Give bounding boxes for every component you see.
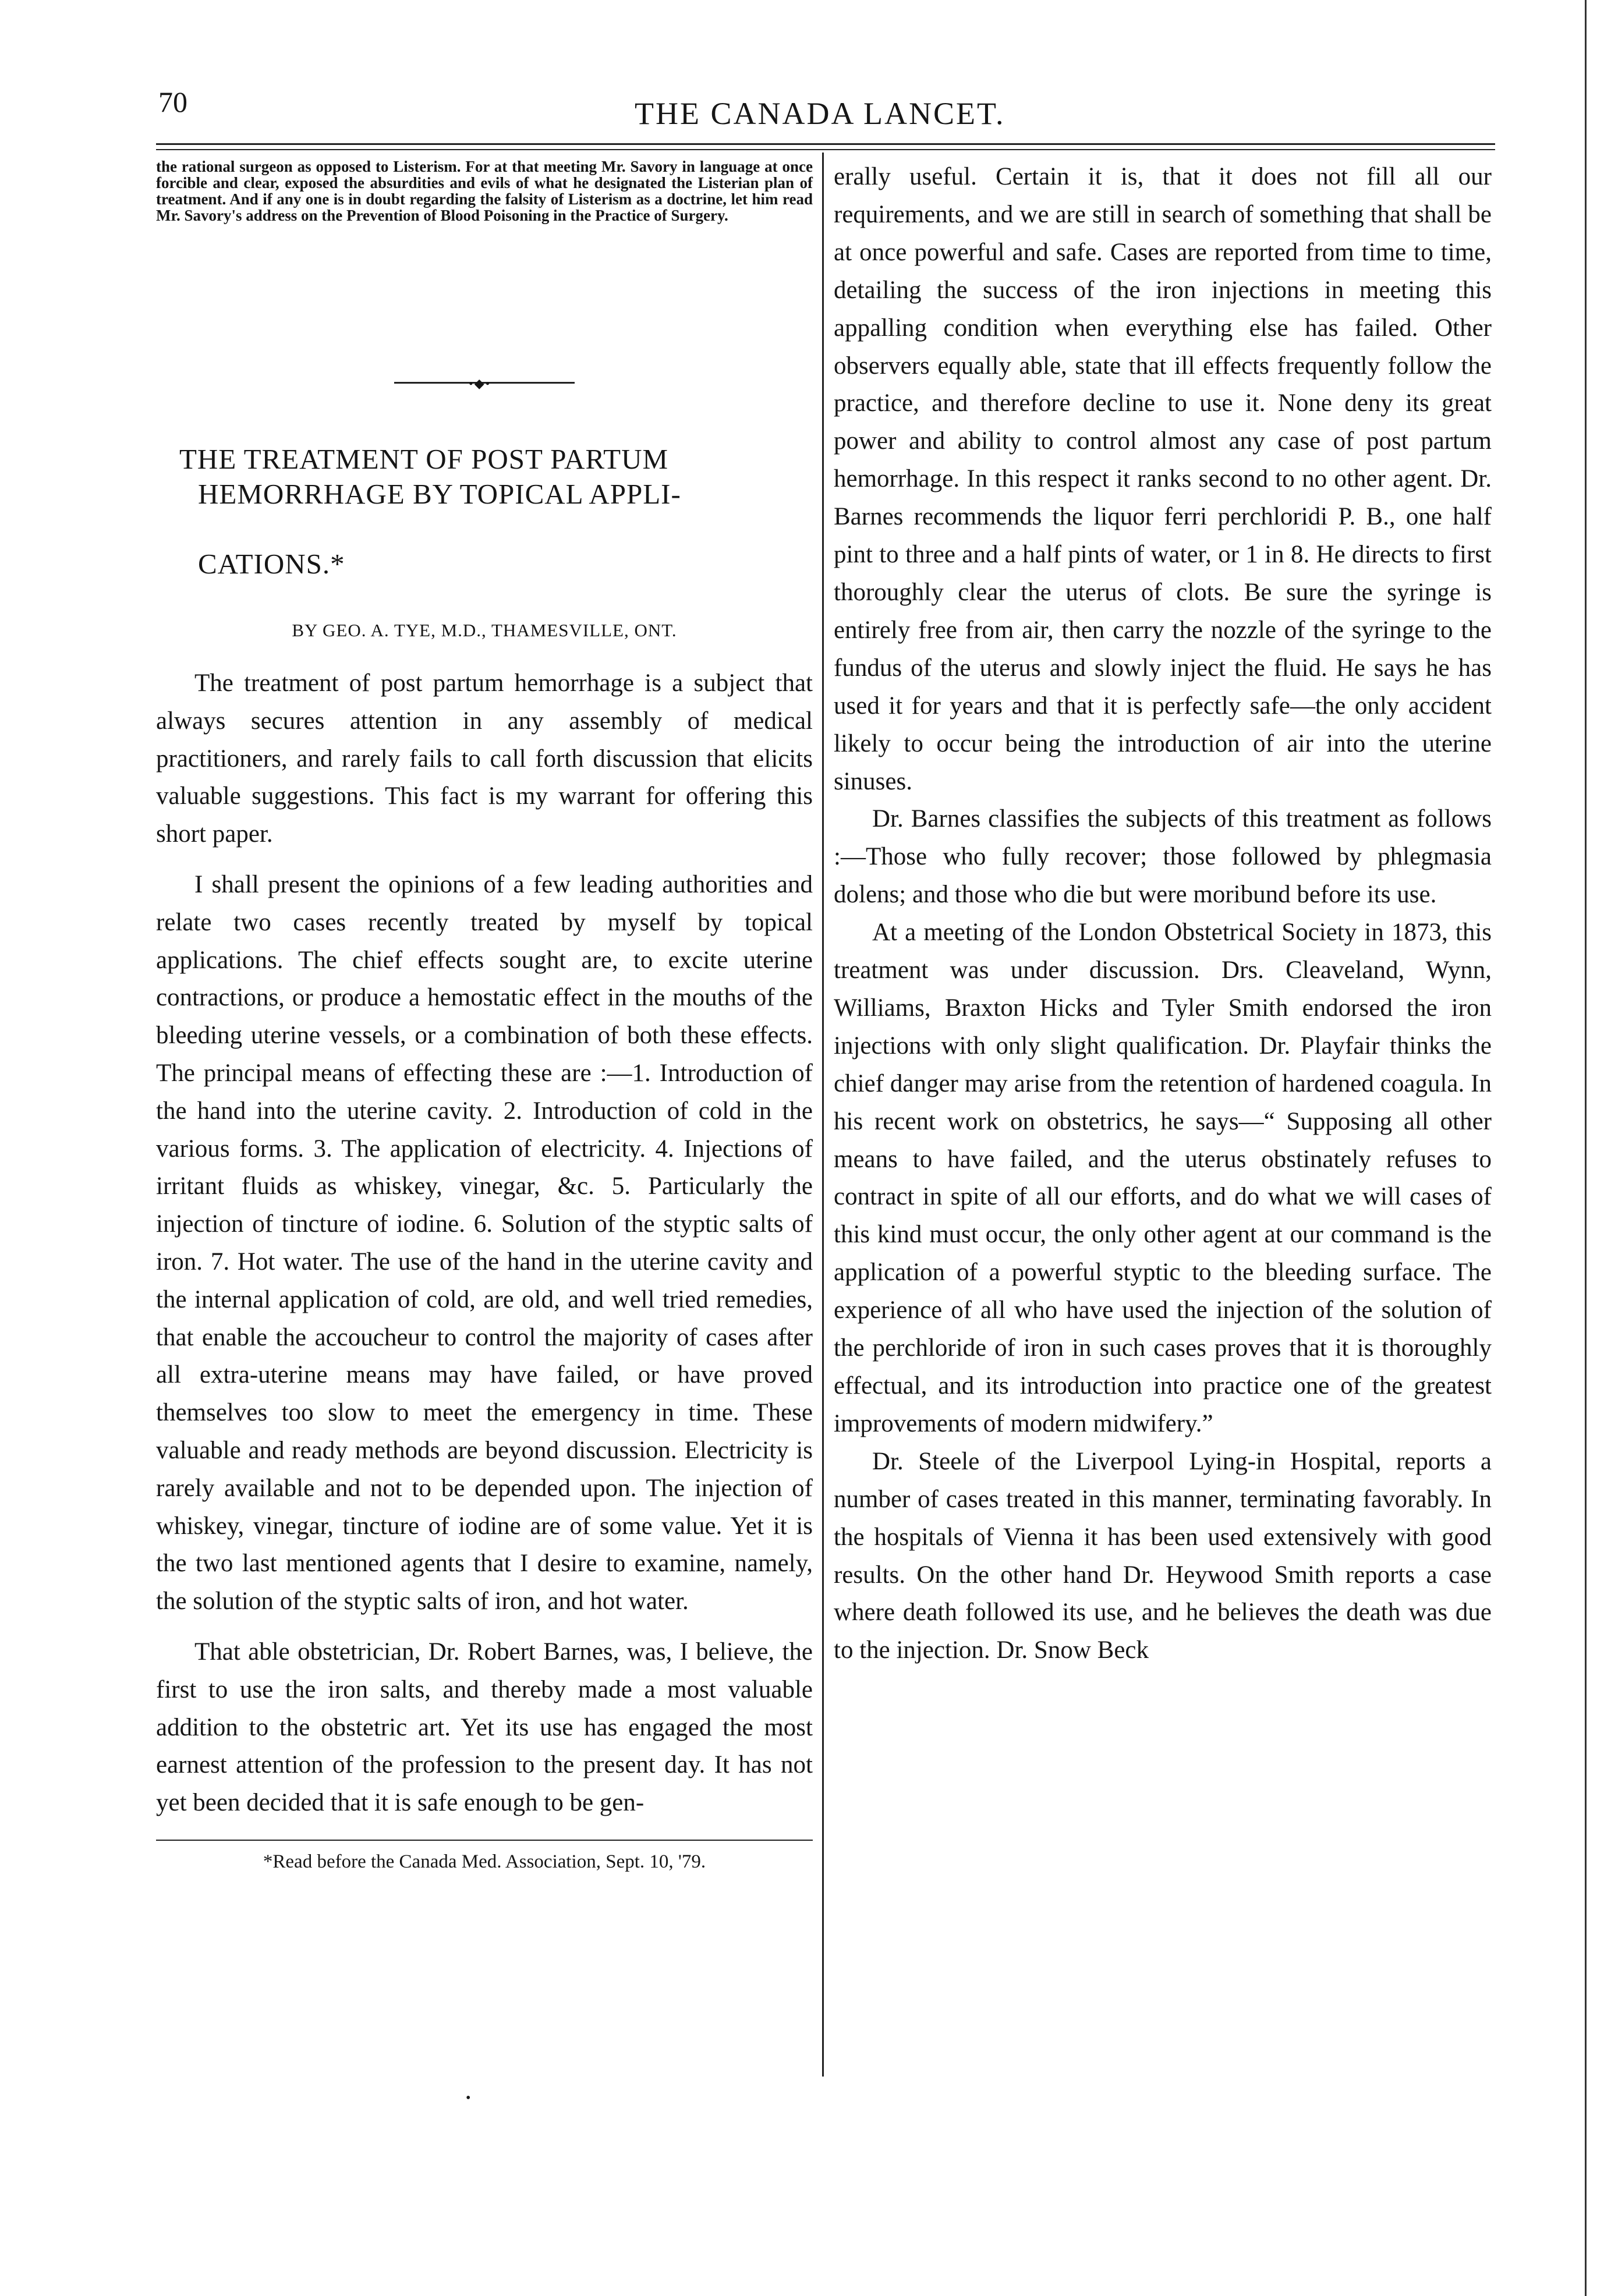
article-title-line-1: THE TREATMENT OF POST PARTUM [179, 443, 669, 475]
page-number: 70 [158, 86, 187, 118]
left-paragraph-3: That able obstetrician, Dr. Robert Barnes, was, I believe, the first to use the iron salts, and thereby made a most valuable addition to the obstetric art. Yet its use has engaged the most earnest attention of the profession to the present day. It has not yet been decided that it is safe enough to be gen- [156, 1638, 813, 1817]
right-paragraph-3: At a meeting of the London Obstetrical Society in 1873, this treatment was under discussion. Drs. Cleaveland, Wynn, Williams, Braxton Hicks and Tyler Smith endorsed the iron injections with only slight qualification. Dr. Playfair thinks the chief danger may arise from the retention of hardened coagula. In his recent work on obstetrics, he says—“ Supposing all other means to have failed, and the uterus obstinately refuses to contract in spite of all our efforts, and do what we will cases of this kind must occur, the only other agent at our command is the application of a powerful styptic to the bleeding surface. The experience of all who have used the injection of the solution of the perchloride of iron in such cases proves that it is thoroughly effectual, and its introduction into practice one of the greatest improvements of modern midwifery.” [834, 919, 1492, 1437]
article-title-line-3: CATIONS.* [198, 548, 345, 580]
left-column [156, 158, 813, 1873]
article-title [156, 442, 813, 582]
left-paragraph-2: I shall present the opinions of a few leading authorities and relate two cases recently treated by myself by topical applications. The chief effects sought are, to excite uterine contractions, or produce a hemostatic effect in the mouths of the bleeding uterine vessels, or a combination of both these effects. The principal means of effecting these are :—1. Introduction of the hand into the uterine cavity. 2. Introduction of cold in the various forms. 3. The application of electricity. 4. Injections of irritant fluids as whiskey, vinegar, &c. 5. Particularly the injection of tincture of iodine. 6. Solution of the styptic salts of iron. 7. Hot water. The use of the hand in the uterine cavity and the internal application of cold, are old, and well tried remedies, that enable the accoucheur to control the majority of cases after all extra-uterine means may have failed, or have proved themselves too slow to meet the emergency in time. These valuable and ready methods are beyond discussion. Electricity is rarely available and not to be depended upon. The injection of whiskey, vinegar, tincture of iodine are of some value. Yet it is the two last mentioned agents that I desire to examine, namely, the solution of the styptic salts of iron, and hot water. [156, 870, 813, 1615]
right-paragraph-2: Dr. Barnes classifies the subjects of this treatment as follows :—Those who fully recover; those followed by phlegmasia dolens; and those who die but were moribund before its use. [834, 805, 1492, 909]
separator-ornament: •◆• [469, 376, 491, 391]
right-paragraph-1: erally useful. Certain it is, that it does not fill all our requirements, and we are still in search of something that shall be at once powerful and safe. Cases are reported from time to time, detailing the success of the iron injections in meeting this appalling condition when everything else has failed. Other observers equally able, state that ill effects frequently follow the practice, and therefore decline to use it. None deny its great power and ability to control almost any case of post partum hemorrhage. In this respect it ranks second to no other agent. Dr. Barnes recommends the liquor ferri perchloridi P. B., one half pint to three and a half pints of water, or 1 in 8. He directs to first thoroughly clear the uterus of clots. Be sure the syringe is entirely free from air, then carry the nozzle of the syringe to the fundus of the uterus and slowly inject the fluid. He says he has used it for years and that it is perfectly safe—the only accident likely to occur being the introduction of air into the uterine sinuses. [834, 163, 1492, 795]
continued-note: the rational surgeon as opposed to Listerism. For at that meeting Mr. Savory in language at once forcible and clear, exposed the absurdities and evils of what he designated the Listerian plan of treatment. And if any one is in doubt regarding the falsity of Listerism as a doctrine, let him read Mr. Savory's address on the Prevention of Blood Poisoning in the Practice of Surgery. [156, 158, 813, 224]
section-separator [394, 376, 575, 391]
bottom-dot-mark: • [466, 2091, 471, 2106]
column-divider [822, 153, 824, 2077]
page-edge-line [1585, 0, 1587, 2296]
right-column [834, 158, 1492, 1670]
footnote: *Read before the Canada Med. Association, Sept. 10, '79. [263, 1851, 706, 1872]
article-title-line-2: HEMORRHAGE BY TOPICAL APPLI- [198, 478, 681, 510]
right-paragraph-4: Dr. Steele of the Liverpool Lying-in Hospital, reports a number of cases treated in this manner, terminating favorably. In the hospitals of Vienna it has been used extensively with good results. On the other hand Dr. Heywood Smith reports a case where death followed its use, and he believes the death was due to the injection. Dr. Snow Beck [834, 1447, 1492, 1664]
footnote-rule [156, 1840, 813, 1841]
header-rule-secondary [156, 149, 1495, 150]
left-paragraph-1: The treatment of post partum hemorrhage is a subject that always secures attention in any assembly of medical practitioners, and rarely fails to call forth discussion that elicits valuable suggestions. This fact is my warrant for offering this short paper. [156, 669, 813, 848]
running-head: THE CANADA LANCET. [635, 96, 1005, 131]
article-byline: BY GEO. A. TYE, M.D., THAMESVILLE, ONT. [292, 620, 677, 640]
header-rule [156, 143, 1495, 145]
